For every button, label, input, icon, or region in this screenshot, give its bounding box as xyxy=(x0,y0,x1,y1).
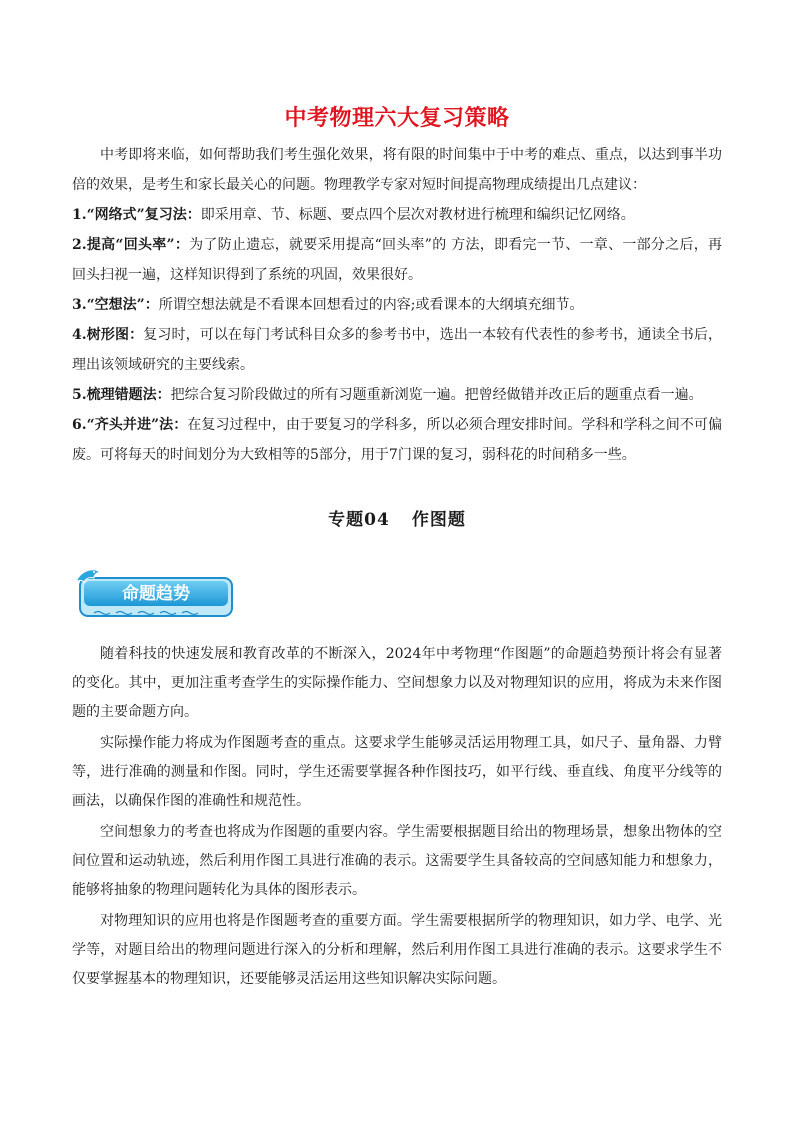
intro-paragraph: 中考即将来临，如何帮助我们考生强化效果，将有限的时间集中于中考的难点、重点，以达到事半功倍的效果，是考生和家长最关心的问题。物理教学专家对短时间提高物理成绩提出几点建议： xyxy=(72,147,722,193)
strategy-text: 即采用章、节、标题、要点四个层次对教材进行梳理和编织记忆网络。 xyxy=(200,207,635,223)
strategy-item xyxy=(72,380,722,410)
strategy-item xyxy=(72,410,722,470)
topic-prefix: 专题04 xyxy=(328,510,390,530)
topic-name: 作图题 xyxy=(411,510,466,530)
trend-paragraph: 实际操作能力将成为作图题考查的重点。这要求学生能够灵活运用物理工具，如尺子、量角器、力臂等，进行准确的测量和作图。同时，学生还需要掌握各种作图技巧，如平行线、垂直线、角度平分线等的画法，以确保作图的准确性和规范性。 xyxy=(72,735,722,809)
strategy-heading: 3.“空想法”： xyxy=(72,297,159,313)
strategy-item xyxy=(72,320,722,380)
trend-paragraph: 对物理知识的应用也将是作图题考查的重要方面。学生需要根据所学的物理知识，如力学、电学、光学等，对题目给出的物理问题进行深入的分析和理解，然后利用作图工具进行准确的表示。这要求学生不仅要掌握基本的物理知识，还要能够灵活运用这些知识解决实际问题。 xyxy=(72,913,722,987)
section-badge xyxy=(72,566,237,622)
trend-section xyxy=(72,640,722,996)
badge-label: 命题趋势 xyxy=(122,584,190,604)
strategy-heading: 5.梳理错题法： xyxy=(72,387,171,403)
strategy-text: 为了防止遗忘，就要采用提高“回头率”的 方法，即看完一节、一章、一部分之后，再回头扫视一遍，这样知识得到了系统的巩固，效果很好。 xyxy=(72,237,722,283)
topic-title xyxy=(0,505,794,530)
strategy-item xyxy=(72,230,722,290)
strategy-text: 在复习过程中，由于要复习的学科多，所以必须合理安排时间。学科和学科之间不可偏废。可将每天的时间划分为大致相等的5部分，用于7门课的复习，弱科花的时间稍多一些。 xyxy=(72,417,722,463)
strategy-heading: 4.树形图： xyxy=(72,327,144,343)
strategy-list xyxy=(72,200,722,470)
strategy-text: 把综合复习阶段做过的所有习题重新浏览一遍。把曾经做错并改正后的题重点看一遍。 xyxy=(170,387,703,403)
strategy-heading: 1.“网络式”复习法： xyxy=(72,207,201,223)
strategy-heading: 6.“齐头并进”法： xyxy=(72,417,188,433)
trend-paragraph: 随着科技的快速发展和教育改革的不断深入，2024年中考物理“作图题”的命题趋势预计将会有显著的变化。其中，更加注重考查学生的实际操作能力、空间想象力以及对物理知识的应用，将成为未来作图题的主要命题方向。 xyxy=(72,646,722,720)
strategy-item xyxy=(72,290,722,320)
badge-graphic xyxy=(72,566,237,622)
strategy-heading: 2.提高“回头率”： xyxy=(72,237,190,253)
strategy-text: 复习时，可以在每门考试科目众多的参考书中，选出一本较有代表性的参考书，通读全书后，理出该领域研究的主要线索。 xyxy=(72,327,722,373)
strategy-item xyxy=(72,200,722,230)
strategy-text: 所谓空想法就是不看课本回想看过的内容;或看课本的大纲填充细节。 xyxy=(158,297,584,313)
trend-paragraph: 空间想象力的考查也将成为作图题的重要内容。学生需要根据题目给出的物理场景，想象出物体的空间位置和运动轨迹，然后利用作图工具进行准确的表示。这需要学生具备较高的空间感知能力和想象力，能够将抽象的物理问题转化为具体的图形表示。 xyxy=(72,824,722,898)
page-title: 中考物理六大复习策略 xyxy=(284,106,510,131)
